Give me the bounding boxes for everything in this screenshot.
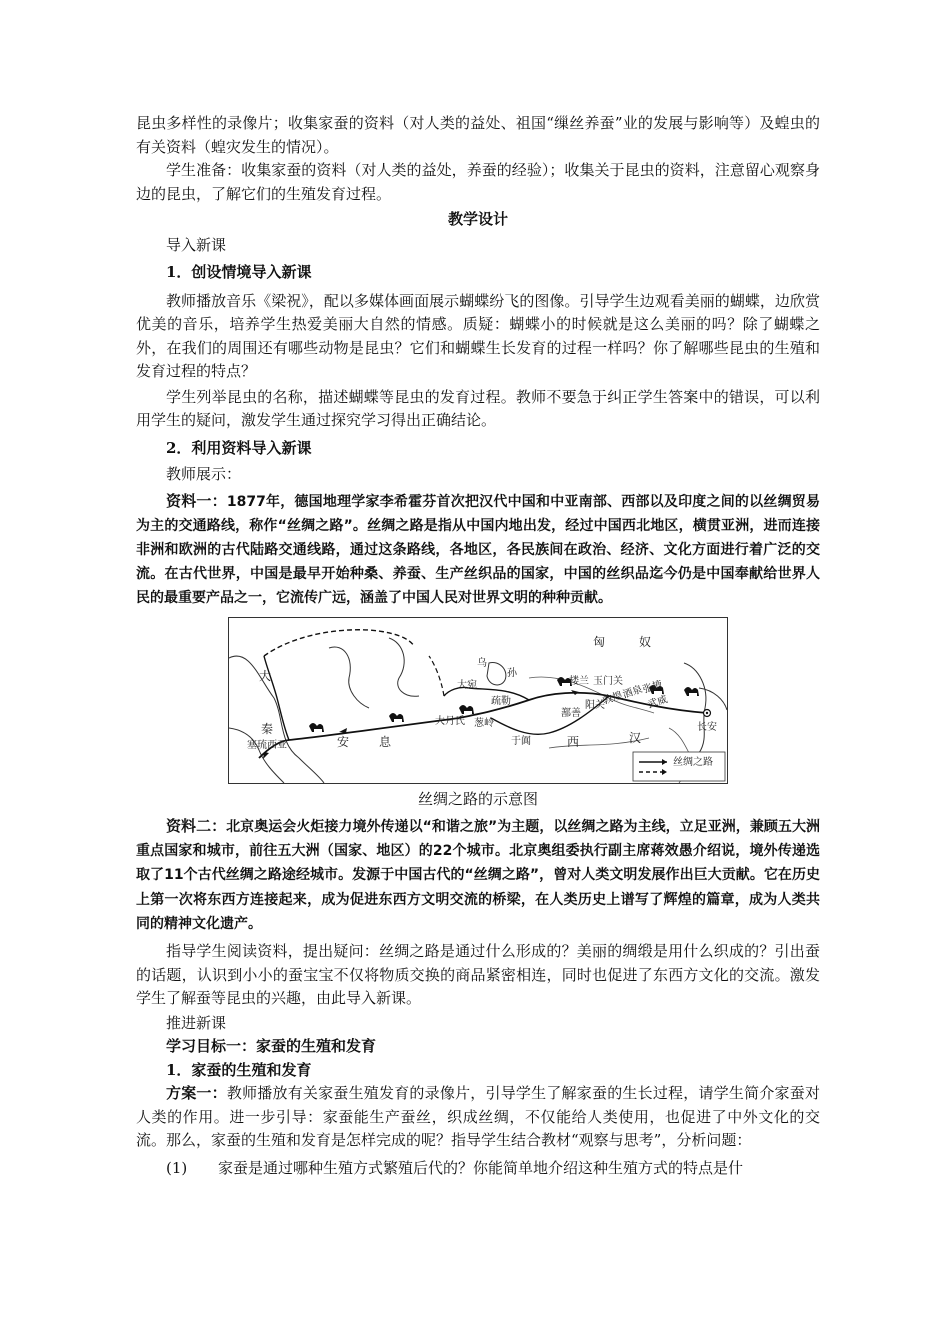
- map-label-qin: 秦: [261, 721, 274, 736]
- learning-goal-1: 学习目标一：家蚕的生殖和发育: [166, 1037, 377, 1056]
- material-1-text: 1877年，德国地理学家李希霍芬首次把汉代中国和中亚南部、西部以及印度之间的以丝绸贸易为主的交通路线，称作“丝绸之路”。丝绸之路是指从中国内地出发，经过中国西北地区，横贯亚洲，进而连接非洲和欧洲的古代陆路交通线路，通过这条路线，各地区，各民族间在政治、经济、文化方面进行着广泛的交流。在古代世界，中国是最早开始种桑、养蚕、生产丝织品的国家，中国的丝织品迄今仍是中国奉献给世界人民的最重要产品之一，它流传广远，涵盖了中国人民对世界文明的种种贡献。: [136, 493, 820, 607]
- material-2-text: 北京奥运会火炬接力境外传递以“和谐之旅”为主题，以丝绸之路为主线，立足亚洲，兼顾五大洲重点国家和城市，前往五大洲（国家、地区）的22个城市。北京奥组委执行副主席蒋效愚介绍说，境外传递选取了11个古代丝绸之路途经城市。发源于中国古代的“丝绸之路”，曾对人类文明发展作出巨大贡献。它在历史上第一次将东西方连接起来，成为促进东西方文明交流的桥梁，在人类历史上谱写了辉煌的篇章，成为人类共同的精神文化遗产。: [136, 819, 820, 932]
- map-label-xiongnu-1: 匈: [593, 634, 606, 649]
- map-label-an: 安: [337, 734, 350, 749]
- plan-1-text: 教师播放有关家蚕生殖发育的录像片，引导学生了解家蚕的生长过程，请学生简介家蚕对人类的作用。进一步引导：家蚕能生产蚕丝，织成丝绸，不仅能给人类使用，也促进了中外文化的交流。那么，家蚕的生殖和发育是怎样完成的呢？指导学生结合教材“观察与思考”，分析问题：: [136, 1084, 820, 1150]
- material-2: [136, 814, 820, 936]
- map-label-wu: 乌: [477, 657, 487, 669]
- map-label-da: 大: [259, 668, 272, 683]
- section-heading: 教学设计: [447, 210, 508, 228]
- material-1: [136, 489, 820, 611]
- question-1-number: (1): [166, 1158, 188, 1177]
- question-1: [136, 1157, 820, 1181]
- paragraph-materials: 昆虫多样性的录像片；收集家蚕的资料（对人类的益处、祖国“缫丝养蚕”业的发展与影响等）及蝗虫的有关资料（蝗灾发生的情况）。: [136, 114, 820, 156]
- map-label-congling: 葱岭: [474, 717, 494, 729]
- subsection-1-paragraph-1: 教师播放音乐《梁祝》，配以多媒体画面展示蝴蝶纷飞的图像。引导学生边观看美丽的蝴蝶，边欣赏优美的音乐，培养学生热爱美丽大自然的情感。质疑：蝴蝶小的时候就是这么美丽的吗？除了蝴蝶之外，在我们的周围还有哪些动物是昆虫？它们和蝴蝶生长发育的过程一样吗？你了解哪些昆虫的生殖和发育过程的特点？: [136, 291, 820, 380]
- guide-paragraph: 指导学生阅读资料，提出疑问：丝绸之路是通过什么形成的？美丽的绸缎是用什么织成的？引出蚕的话题，认识到小小的蚕宝宝不仅将物质交换的商品紧密相连，同时也促进了东西方文化的交流。激发学生了解蚕等昆虫的兴趣，由此导入新课。: [136, 942, 820, 1008]
- material-1-label: 资料一：: [166, 491, 227, 510]
- document-page: [136, 112, 820, 1180]
- plan-1-label: 方案一：: [166, 1084, 227, 1103]
- learning-goal-1-sub: 1．家蚕的生殖和发育: [166, 1060, 312, 1079]
- material-2-label: 资料二：: [166, 817, 227, 836]
- silk-road-map: [228, 617, 728, 784]
- map-label-yumenguan: 玉门关: [593, 675, 623, 687]
- map-label-dawan: 大宛: [457, 679, 477, 691]
- silk-road-map-svg: [229, 618, 727, 783]
- map-label-dayuezhi: 大月氏: [435, 715, 465, 727]
- map-label-han: 汉: [629, 730, 642, 745]
- subsection-title-1: 1．创设情境导入新课: [166, 263, 312, 281]
- map-label-shule: 疏勒: [491, 695, 511, 707]
- map-label-dunhuang: 敦煌: [601, 689, 624, 707]
- map-label-sun: 孙: [507, 667, 517, 679]
- map-label-wuwei: 武威: [646, 693, 669, 711]
- map-label-loulan: 楼兰: [569, 675, 589, 687]
- map-label-jiuquan: 酒泉: [621, 683, 644, 701]
- map-label-xi: 西: [567, 734, 580, 749]
- paragraph-student-prep: 学生准备：收集家蚕的资料（对人类的益处，养蚕的经验）；收集关于昆虫的资料，注意留心观察身边的昆虫，了解它们的生殖发育过程。: [136, 161, 820, 203]
- map-caption: 丝绸之路的示意图: [417, 789, 538, 808]
- plan-1: [136, 1082, 820, 1153]
- map-label-xi2: 息: [379, 734, 392, 749]
- intro-label: 导入新课: [166, 235, 227, 254]
- map-legend-silk-road: 丝绸之路: [673, 756, 713, 768]
- question-1-text: 家蚕是通过哪种生殖方式繁殖后代的？你能简单地介绍这种生殖方式的特点是什: [218, 1158, 744, 1177]
- subsection-1-paragraph-2: 学生列举昆虫的名称，描述蝴蝶等昆虫的发育过程。教师不要急于纠正学生答案中的错误，可以利用学生的疑问，激发学生通过探究学习得出正确结论。: [136, 387, 820, 429]
- subsection-title-2: 2．利用资料导入新课: [166, 438, 312, 457]
- map-label-saileucia: 塞琉西亚: [247, 739, 287, 751]
- advance-label: 推进新课: [166, 1013, 227, 1032]
- map-label-changan: 长安: [697, 721, 717, 733]
- map-label-yangguan: 阳关: [585, 699, 605, 711]
- map-label-yutian: 于阗: [511, 735, 531, 747]
- map-label-zhangye: 张掖: [641, 678, 664, 696]
- teacher-show-label: 教师展示：: [166, 465, 242, 483]
- map-label-shanshan: 鄯善: [561, 707, 581, 719]
- map-label-xiongnu-2: 奴: [639, 634, 652, 649]
